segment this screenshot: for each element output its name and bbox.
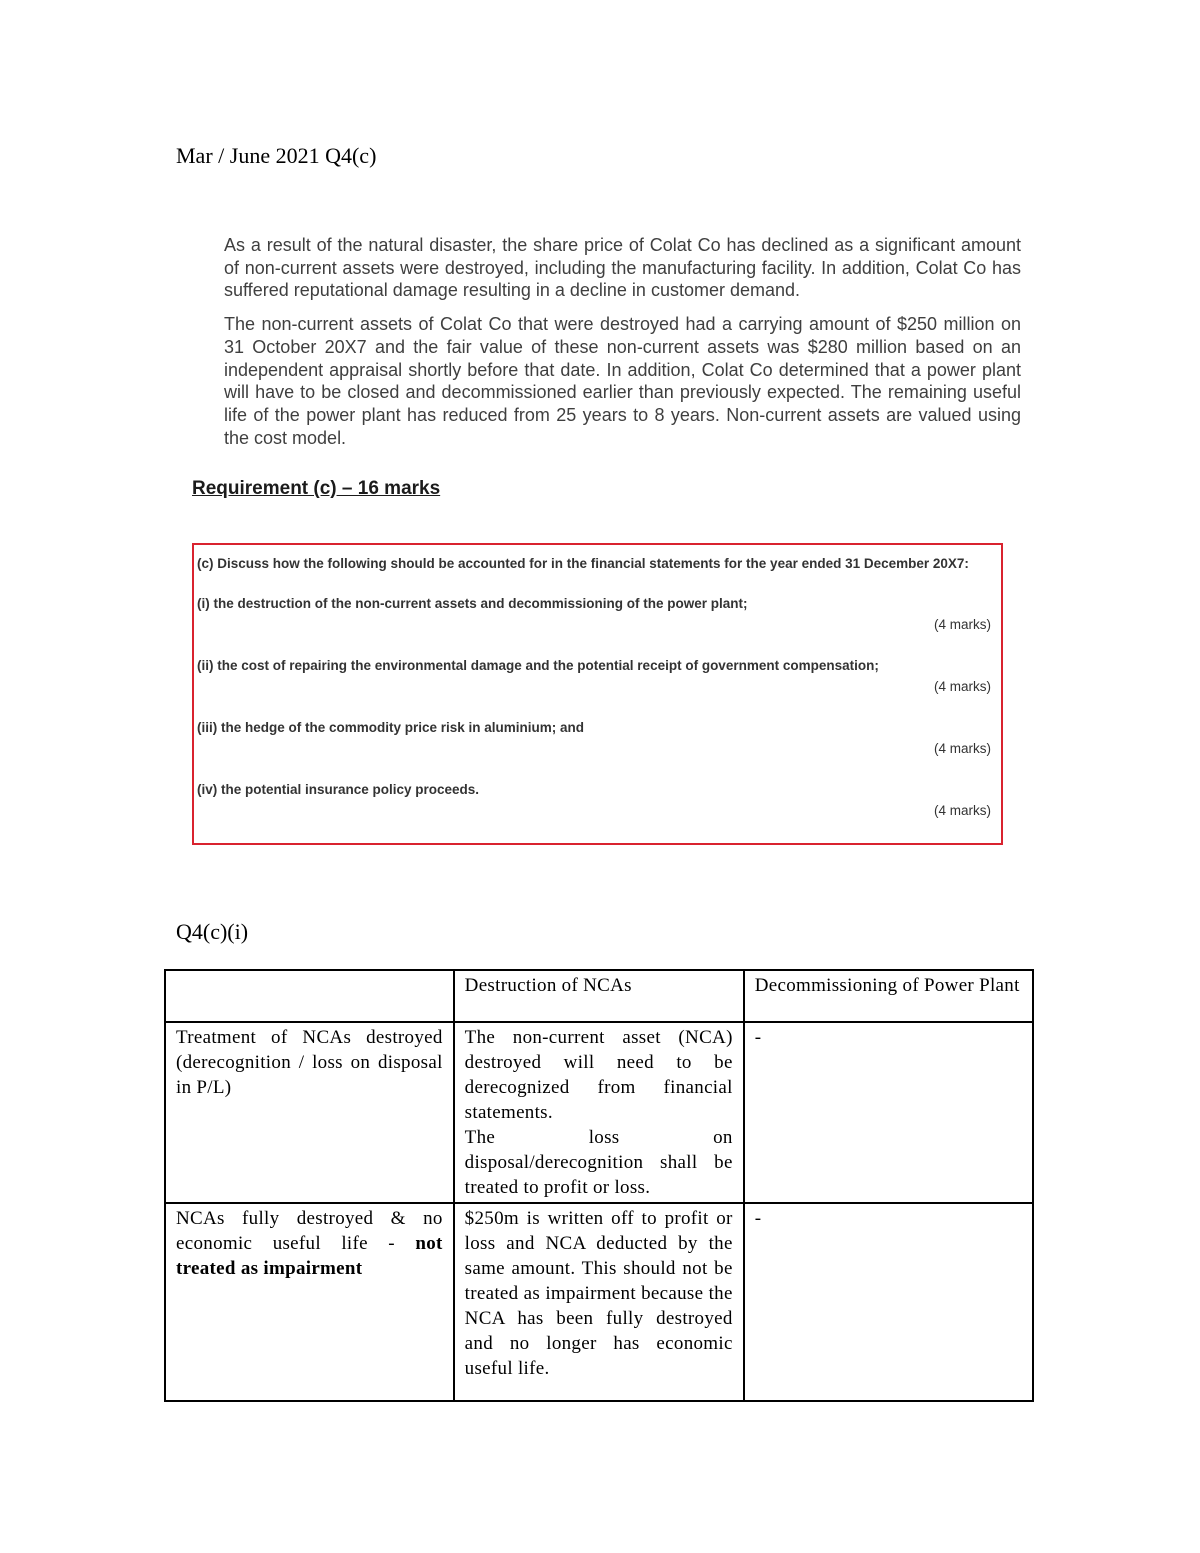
requirement-marks-iv: (4 marks) [934, 803, 991, 818]
cell-destruction-treatment [454, 1022, 744, 1203]
page-heading: Mar / June 2021 Q4(c) [176, 143, 377, 168]
requirement-title: Requirement (c) – 16 marks [192, 478, 441, 499]
table-row [165, 1203, 1033, 1401]
answer-table [164, 969, 1034, 1402]
header-cell-decommissioning: Decommissioning of Power Plant [744, 970, 1033, 1022]
excerpt-paragraph-2: The non-current assets of Colat Co that were destroyed had a carrying amount of $250 million on 31 October 20X7 and the fair value of these non-current assets was $280 million based on an independent appraisal shortly before that date. In addition, Colat Co determined that a power plant will have to be closed and decommissioned earlier than previously expected. The remaining useful life of the power plant has reduced from 25 years to 8 years. Non-current assets are valued using the cost model. [224, 314, 1021, 448]
destruction-loss-text: The loss on disposal/derecognition shall be treated to profit or loss. [464, 1127, 733, 1198]
table-header-row [165, 970, 1033, 1022]
cell-destruction-write-off: $250m is written off to profit or loss and NCA deducted by the same amount. This should not be treated as impairment because the NCA has been fully destroyed and no longer has economic useful life. [454, 1203, 744, 1401]
requirement-item-ii: (ii) the cost of repairing the environmental damage and the potential receipt of government compensation; [197, 658, 879, 673]
table-row [165, 1022, 1033, 1203]
row-label-plain-text: NCAs fully destroyed & no economic useful life - [176, 1208, 443, 1254]
section-heading: Q4(c)(i) [176, 919, 249, 944]
cell-decommissioning-write-off: - [744, 1203, 1033, 1401]
requirement-item-iv: (iv) the potential insurance policy proceeds. [197, 782, 480, 797]
case-excerpt [224, 234, 1021, 460]
requirement-marks-i: (4 marks) [934, 617, 991, 632]
header-cell-empty [165, 970, 454, 1022]
requirement-item-iii: (iii) the hedge of the commodity price risk in aluminium; and [197, 720, 585, 735]
requirement-marks-ii: (4 marks) [934, 679, 991, 694]
destruction-derecognition-text: The non-current asset (NCA) destroyed will need to be derecognized from financial statements. [464, 1027, 733, 1123]
cell-decommissioning-treatment: - [744, 1022, 1033, 1203]
excerpt-paragraph-1: As a result of the natural disaster, the share price of Colat Co has declined as a significant amount of non-current assets were destroyed, including the manufacturing facility. In addition, Colat Co has suffered reputational damage resulting in a decline in customer demand. [224, 235, 1021, 301]
requirement-intro: (c) Discuss how the following should be accounted for in the financial statements for the year ended 31 December 20X7: [197, 556, 969, 571]
requirement-item-i: (i) the destruction of the non-current assets and decommissioning of the power plant; [197, 596, 748, 611]
header-cell-destruction: Destruction of NCAs [454, 970, 744, 1022]
row-label-fully-destroyed [165, 1203, 454, 1401]
requirement-marks-iii: (4 marks) [934, 741, 991, 756]
row-label-bold-text: not treated as impairment [176, 1233, 443, 1279]
requirement-box [192, 543, 1003, 845]
row-label-treatment: Treatment of NCAs destroyed (derecognition / loss on disposal in P/L) [165, 1022, 454, 1203]
